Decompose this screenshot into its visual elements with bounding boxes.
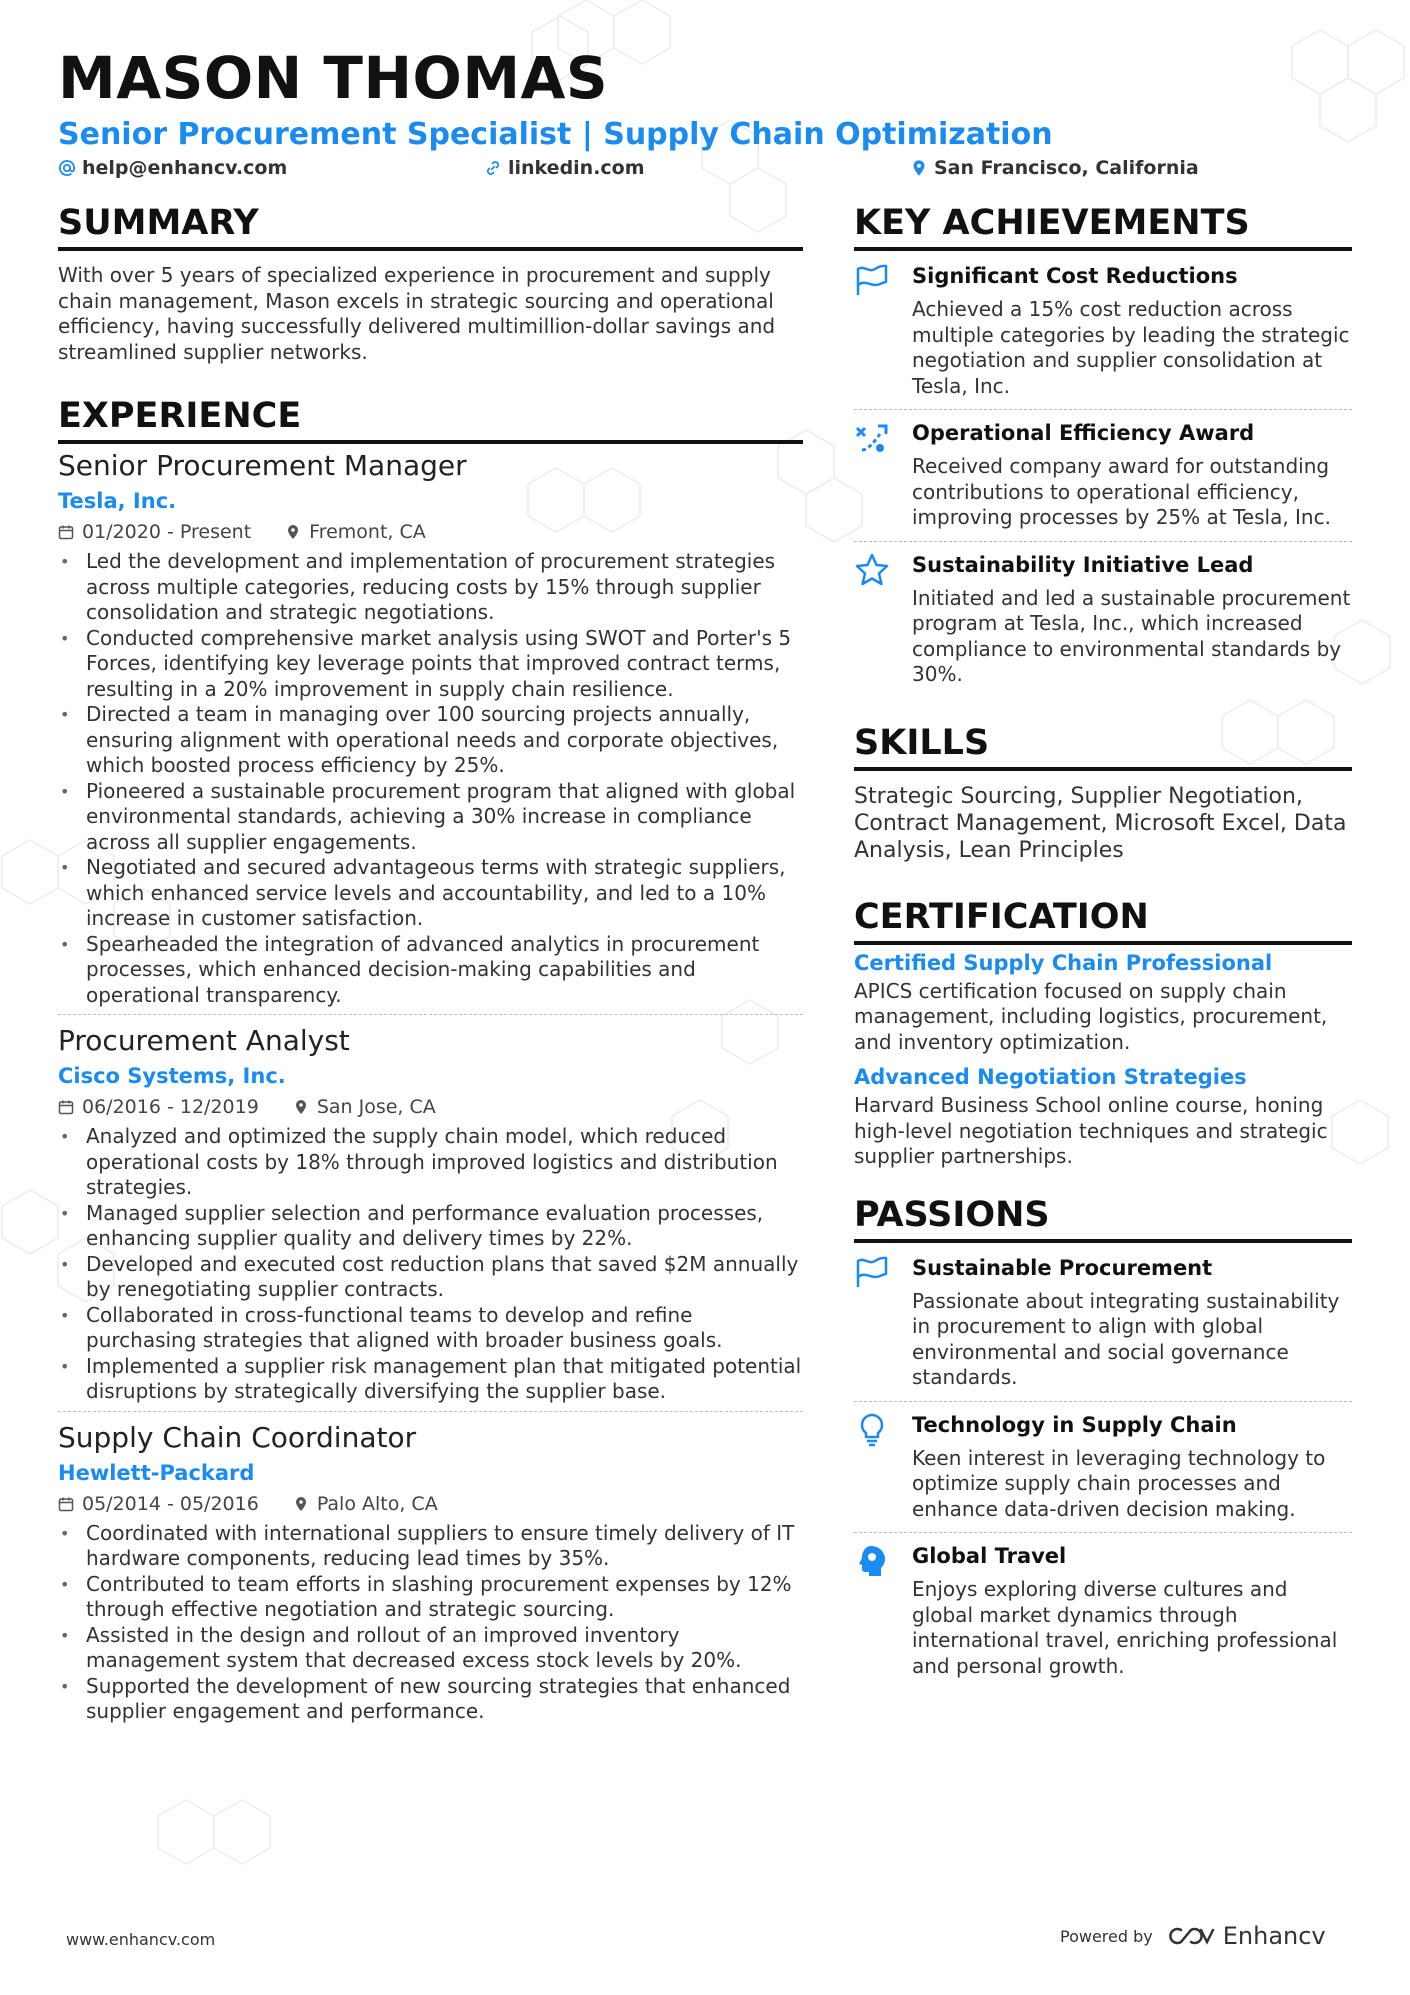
head-icon xyxy=(854,1543,890,1579)
passion-desc: Keen interest in leveraging technology to optimize supply chain processes and enhance data-driven decision making. xyxy=(912,1445,1326,1521)
job-dates: 05/2014 - 05/2016 xyxy=(82,1492,259,1515)
footer-branding xyxy=(1060,1922,1326,1950)
job-location: San Jose, CA xyxy=(316,1096,436,1118)
job-bullet: • Analyzed and optimized the supply chain model, which reduced operational costs by 18% through improved logistics and distribution strategies. xyxy=(58,1124,803,1201)
certification-item xyxy=(854,947,1352,1056)
email-text: help@enhancv.com xyxy=(82,157,288,179)
certification-section xyxy=(854,894,1352,1170)
job-location: Palo Alto, CA xyxy=(316,1492,438,1515)
job-bullet: • Pioneered a sustainable procurement program that aligned with global environmental standards, achieving a 30% increase in compliance across all supplier engagements. xyxy=(58,779,803,856)
passions-section xyxy=(854,1192,1352,1690)
experience-heading: EXPERIENCE xyxy=(58,393,803,444)
job-company: Hewlett-Packard xyxy=(58,1460,255,1485)
enhancv-logo[interactable] xyxy=(1167,1922,1326,1950)
calendar-icon xyxy=(58,1496,74,1512)
experience-section xyxy=(58,393,803,1731)
link-icon xyxy=(484,159,502,177)
contact-email[interactable] xyxy=(58,157,287,179)
location-text: San Francisco, California xyxy=(934,157,1199,179)
passions-heading: PASSIONS xyxy=(854,1192,1352,1243)
passion-item xyxy=(854,1402,1352,1534)
footer-website[interactable]: www.enhancv.com xyxy=(66,1930,216,1949)
skills-heading: SKILLS xyxy=(854,720,1352,771)
brand-name: Enhancv xyxy=(1222,1922,1326,1950)
job-company: Tesla, Inc. xyxy=(58,489,177,513)
skills-section xyxy=(854,720,1352,864)
job-bullet: • Implemented a supplier risk management plan that mitigated potential disruptions by strategically diversifying the supplier base. xyxy=(58,1354,803,1405)
passion-desc: Passionate about integrating sustainability in procurement to align with global environmental and social governance standards. xyxy=(912,1288,1340,1389)
contact-location xyxy=(910,157,1199,179)
job-bullet: • Collaborated in cross-functional teams to develop and refine purchasing strategies that aligned with broader business goals. xyxy=(58,1303,803,1354)
job-bullet: • Coordinated with international suppliers to ensure timely delivery of IT hardware components, reducing lead times by 35%. xyxy=(58,1521,803,1572)
skills-text: Strategic Sourcing, Supplier Negotiation, Contract Management, Microsoft Excel, Data Analysis, Lean Principles xyxy=(854,783,1347,863)
achievements-heading: KEY ACHIEVEMENTS xyxy=(854,200,1352,251)
job-bullet: • Managed supplier selection and performance evaluation processes, enhancing supplier quality and delivery times by 22%. xyxy=(58,1201,803,1252)
achievement-title: Operational Efficiency Award xyxy=(912,421,1255,445)
passion-desc: Enjoys exploring diverse cultures and global market dynamics through international travel, enriching professional and personal growth. xyxy=(912,1577,1338,1678)
job-bullet: • Developed and executed cost reduction plans that saved $2M annually by renegotiating supplier contracts. xyxy=(58,1252,803,1303)
job-bullets xyxy=(58,1521,803,1725)
flag-icon xyxy=(854,1255,890,1291)
certification-desc: APICS certification focused on supply chain management, including logistics, procurement, and inventory optimization. xyxy=(854,978,1328,1054)
job-title: Senior Procurement Manager xyxy=(58,449,467,482)
job-bullets xyxy=(58,1124,803,1405)
candidate-name: MASON THOMAS xyxy=(58,44,609,112)
job-location: Fremont, CA xyxy=(309,521,426,543)
strategy-icon xyxy=(854,420,890,456)
right-column xyxy=(854,200,1352,1689)
job-bullet: • Assisted in the design and rollout of an improved inventory management system that decreased excess stock levels by 20%. xyxy=(58,1623,803,1674)
achievement-title: Significant Cost Reductions xyxy=(912,264,1238,288)
certification-title: Certified Supply Chain Professional xyxy=(854,950,1273,975)
job-meta xyxy=(58,1092,803,1122)
calendar-icon xyxy=(58,1099,74,1115)
summary-heading: SUMMARY xyxy=(58,200,803,251)
job-company: Cisco Systems, Inc. xyxy=(58,1064,286,1088)
job-entry xyxy=(58,1420,803,1731)
left-column xyxy=(58,200,803,1739)
achievement-desc: Achieved a 15% cost reduction across multiple categories by leading the strategic negotiation and supplier consolidation at Tesla, Inc. xyxy=(912,297,1350,398)
certification-desc: Harvard Business School online course, honing high-level negotiation techniques and strategic supplier partnerships. xyxy=(854,1093,1328,1168)
star-icon xyxy=(854,552,890,588)
passion-title: Technology in Supply Chain xyxy=(912,1412,1237,1437)
achievement-desc: Received company award for outstanding contributions to operational efficiency, improving processes by 25% at Tesla, Inc. xyxy=(912,454,1331,529)
location-pin-icon xyxy=(285,524,301,540)
passion-item xyxy=(854,1533,1352,1689)
passion-title: Global Travel xyxy=(912,1544,1067,1568)
summary-section xyxy=(58,200,803,365)
job-title: Procurement Analyst xyxy=(58,1024,350,1057)
job-title: Supply Chain Coordinator xyxy=(58,1420,417,1454)
linkedin-text: linkedin.com xyxy=(508,157,645,179)
job-dates: 01/2020 - Present xyxy=(82,521,252,543)
achievement-item xyxy=(854,410,1352,542)
contact-linkedin[interactable] xyxy=(484,157,645,179)
achievements-section xyxy=(854,200,1352,698)
job-bullets xyxy=(58,549,803,1008)
flag-icon xyxy=(854,263,890,299)
job-entry xyxy=(58,1023,803,1412)
certification-item xyxy=(854,1061,1352,1170)
powered-by-label: Powered by xyxy=(1060,1926,1153,1946)
job-bullet: • Contributed to team efforts in slashing procurement expenses by 12% through effective negotiation and strategic sourcing. xyxy=(58,1572,803,1623)
lightbulb-icon xyxy=(854,1412,890,1448)
candidate-headline: Senior Procurement Specialist | Supply Chain Optimization xyxy=(58,117,1053,152)
certification-title: Advanced Negotiation Strategies xyxy=(854,1065,1247,1089)
calendar-icon xyxy=(58,524,74,540)
achievement-item xyxy=(854,253,1352,410)
achievement-title: Sustainability Initiative Lead xyxy=(912,552,1254,577)
job-bullet: • Spearheaded the integration of advanced analytics in procurement processes, which enhanced decision-making capabilities and operational transparency. xyxy=(58,932,803,1009)
job-bullet: • Supported the development of new sourcing strategies that enhanced supplier engagement and performance. xyxy=(58,1674,803,1725)
location-pin-icon xyxy=(293,1099,309,1115)
job-bullet: • Directed a team in managing over 100 sourcing projects annually, ensuring alignment with operational needs and corporate objectives, which boosted process efficiency by 25%. xyxy=(58,702,803,779)
location-pin-icon xyxy=(293,1496,309,1512)
summary-text: With over 5 years of specialized experience in procurement and supply chain management, Mason excels in strategic sourcing and operational efficiency, having successfully delivered multimillion-dollar savings and streamlined supplier networks. xyxy=(58,263,776,364)
passion-item xyxy=(854,1245,1352,1402)
job-meta xyxy=(58,1489,803,1519)
achievement-item xyxy=(854,542,1352,698)
passion-title: Sustainable Procurement xyxy=(912,1255,1213,1280)
achievement-desc: Initiated and led a sustainable procurement program at Tesla, Inc., which increased compliance to environmental standards by 30%. xyxy=(912,585,1351,686)
job-dates: 06/2016 - 12/2019 xyxy=(82,1096,259,1118)
job-bullet: • Conducted comprehensive market analysis using SWOT and Porter's 5 Forces, identifying key leverage points that improved contract terms, resulting in a 20% improvement in supply chain resilience. xyxy=(58,626,803,703)
job-bullet: • Negotiated and secured advantageous terms with strategic suppliers, which enhanced service levels and accountability, and led to a 10% increase in customer satisfaction. xyxy=(58,855,803,932)
job-entry xyxy=(58,448,803,1015)
location-pin-icon xyxy=(910,159,928,177)
at-sign-icon xyxy=(58,159,76,177)
job-bullet: • Led the development and implementation of procurement strategies across multiple categories, reducing costs by 15% through supplier consolidation and strategic negotiations. xyxy=(58,549,803,626)
certification-heading: CERTIFICATION xyxy=(854,894,1352,945)
enhancv-logo-icon xyxy=(1167,1924,1215,1948)
job-meta xyxy=(58,517,803,547)
